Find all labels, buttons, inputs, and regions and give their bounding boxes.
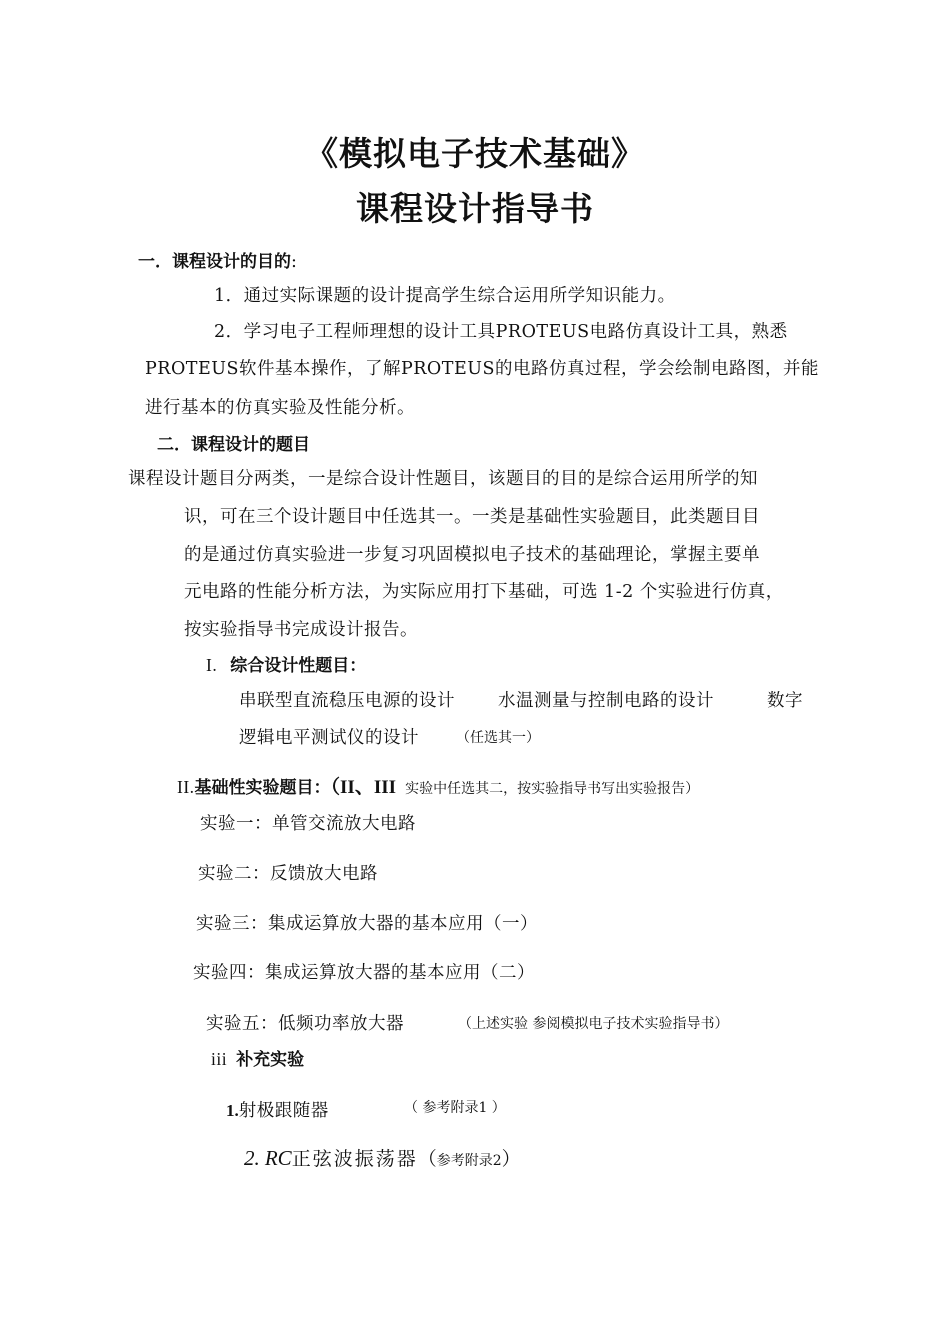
section2-intro-line-4: 元电路的性能分析方法，为实际应用打下基础，可选 1-2 个实验进行仿真，	[184, 582, 784, 602]
section1-item2-line1: 2．学习电子工程师理想的设计工具PROTEUS电路仿真设计工具，熟悉	[214, 322, 788, 342]
part1-number: I.	[206, 655, 218, 675]
part3-number: iii	[211, 1049, 228, 1069]
section1-heading-row	[138, 247, 297, 272]
supplement-2-ref-close: ）	[501, 1148, 521, 1170]
experiment-5-note: （上述实验 参阅模拟电子技术实验指导书）	[458, 1016, 729, 1032]
experiment-2: 实验二：反馈放大电路	[198, 864, 378, 884]
part2-note: 实验中任选其二，按实验指导书写出实验报告）	[405, 781, 700, 797]
section2-intro-line-1: 课程设计题目分两类，一是综合设计性题目，该题目的目的是综合运用所学的知	[128, 469, 758, 489]
supplement-2	[244, 1144, 521, 1171]
section2-intro-line-2: 识，可在三个设计题目中任选其一。一类是基础性实验题目，此类题目目	[184, 507, 760, 527]
supplement-1-text: 射极跟随器	[238, 1101, 329, 1121]
part2-paren: （II、III	[330, 777, 397, 798]
experiment-3: 实验三：集成运算放大器的基本应用（一）	[196, 914, 538, 934]
section1-item2-line3: 进行基本的仿真实验及性能分析。	[145, 398, 415, 418]
section1-item2-line2: PROTEUS软件基本操作，了解PROTEUS的电路仿真过程，学会绘制电路图，并能	[145, 359, 819, 379]
part2-number: II.	[177, 777, 195, 797]
supplement-2-text: 正弦波振荡器	[291, 1148, 418, 1170]
part2-heading: 基础性实验题目：	[194, 778, 331, 798]
section2-intro-line-5: 按实验指导书完成设计报告。	[184, 620, 418, 640]
supplement-1-ref: （ 参考附录1 ）	[404, 1100, 506, 1116]
title-line-2: 课程设计指导书	[356, 189, 594, 228]
section2-intro-line-3: 的是通过仿真实验进一步复习巩固模拟电子技术的基础理论，掌握主要单	[184, 545, 760, 565]
part1-topic-2: 水温测量与控制电路的设计	[498, 691, 714, 711]
supplement-2-rc: RC	[264, 1146, 292, 1170]
supplement-2-ref-open: （	[417, 1148, 437, 1170]
part1-topic-3-start: 数字	[767, 691, 803, 711]
section1-heading-colon: :	[291, 252, 298, 272]
experiment-1: 实验一：单管交流放大电路	[200, 814, 416, 834]
title-line-1: 《模拟电子技术基础》	[305, 134, 645, 173]
supplement-1	[226, 1097, 329, 1122]
section1-heading: 一．课程设计的目的	[138, 252, 291, 272]
part1-heading: 综合设计性题目：	[230, 656, 367, 676]
part3-heading-row	[211, 1045, 304, 1070]
experiment-4: 实验四：集成运算放大器的基本应用（二）	[193, 963, 535, 983]
supplement-1-number: 1.	[226, 1101, 239, 1120]
experiment-5: 实验五：低频功率放大器	[206, 1014, 404, 1034]
supplement-2-ref: 参考附录2	[436, 1153, 502, 1169]
part1-choose-note: （任选其一）	[456, 730, 540, 746]
section2-heading: 二．课程设计的题目	[157, 435, 310, 455]
part1-heading-row	[206, 651, 366, 676]
supplement-2-number: 2.	[244, 1146, 260, 1170]
part1-topic-3-end: 逻辑电平测试仪的设计	[239, 728, 419, 748]
part1-topic-1: 串联型直流稳压电源的设计	[239, 691, 455, 711]
section1-item1: 1．通过实际课题的设计提高学生综合运用所学知识能力。	[214, 286, 676, 306]
part2-heading-row	[177, 772, 699, 799]
part3-heading: 补充实验	[236, 1050, 305, 1070]
